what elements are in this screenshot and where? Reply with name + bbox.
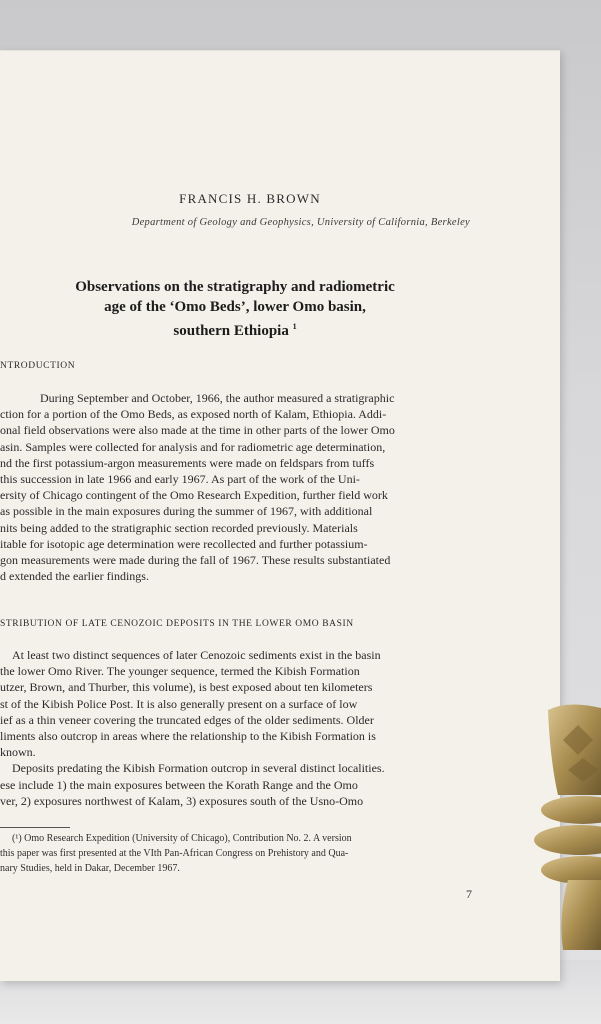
text-line: nits being added to the stratigraphic section recorded previously. Materials <box>0 520 358 535</box>
author-name: FRANCIS H. BROWN <box>179 191 321 206</box>
book-page <box>0 50 560 981</box>
author-affiliation: Department of Geology and Geophysics, University of California, Berkeley <box>131 217 470 228</box>
text-line: nd the first potassium-argon measurements were made on feldspars from tuffs <box>0 455 375 470</box>
bookend-finger-2 <box>534 825 601 855</box>
brass-bookend <box>528 700 601 950</box>
text-line: asin. Samples were collected for analysis and for radiometric age determination, <box>0 439 386 454</box>
text-line: ver, 2) exposures northwest of Kalam, 3) exposures south of the Usno-Omo <box>0 793 364 808</box>
footnote-line: (¹) Omo Research Expedition (University of Chicago), Contribution No. 2. A version <box>12 833 352 844</box>
text-line: utzer, Brown, and Thurber, this volume), is best exposed about ten kilometers <box>0 680 373 695</box>
text-line: d extended the earlier findings. <box>0 569 149 584</box>
text-line: ction for a portion of the Omo Beds, as exposed north of Kalam, Ethiopia. Addi- <box>0 407 387 422</box>
bookend-finger-1 <box>541 796 601 824</box>
page-number: 7 <box>466 887 472 901</box>
footnote-line: this paper was first presented at the VIth Pan-African Congress on Prehistory and Qua- <box>0 848 349 859</box>
text-line: this succession in late 1966 and early 1967. As part of the work of the Uni- <box>0 472 360 487</box>
section-heading-distribution: STRIBUTION OF LATE CENOZOIC DEPOSITS IN THE LOWER OMO BASIN <box>0 619 354 629</box>
footnote <box>0 831 470 876</box>
text-line: ersity of Chicago contingent of the Omo Research Expedition, further field work <box>0 488 388 503</box>
title-line-2: age of the ‘Omo Beds’, lower Omo basin, <box>104 299 366 315</box>
section-heading-introduction: NTRODUCTION <box>0 361 76 371</box>
paragraph-introduction <box>0 390 470 584</box>
title-footnote-mark: 1 <box>292 322 297 331</box>
bookend-finger-3 <box>541 856 601 884</box>
title-line-3-text: southern Ethiopia <box>173 323 289 339</box>
title-line-3 <box>10 317 460 341</box>
text-line: gon measurements were made during the fall of 1967. These results substantiated <box>0 553 391 568</box>
paragraph-distribution <box>0 647 470 809</box>
text-line: itable for isotopic age determination were recollected and further potassium- <box>0 536 368 551</box>
footnote-divider <box>0 827 70 828</box>
text-line: At least two distinct sequences of later Cenozoic sediments exist in the basin <box>12 648 381 662</box>
text-line: as possible in the main exposures during the summer of 1967, with additional <box>0 504 373 519</box>
text-line: ief as a thin veneer covering the truncated edges of the older sediments. Older <box>0 712 374 727</box>
text-line: onal field observations were also made at the time in other parts of the lower Omo <box>0 423 395 438</box>
footnote-line: nary Studies, held in Dakar, December 1967. <box>0 863 180 874</box>
text-line: ese include 1) the main exposures between the Korath Range and the Omo <box>0 777 358 792</box>
article-title <box>10 277 460 341</box>
bookend-base <box>561 880 601 950</box>
text-line: the lower Omo River. The younger sequence, termed the Kibish Formation <box>0 664 360 679</box>
text-line: During September and October, 1966, the author measured a stratigraphic <box>40 391 395 405</box>
text-line: liments also outcrop in areas where the relationship to the Kibish Formation is <box>0 729 376 744</box>
text-line: st of the Kibish Police Post. It is also generally present on a surface of low <box>0 696 358 711</box>
text-line: known. <box>0 745 36 760</box>
title-line-1: Observations on the stratigraphy and radiometric <box>75 279 395 295</box>
text-line: Deposits predating the Kibish Formation outcrop in several distinct localities. <box>12 761 385 776</box>
